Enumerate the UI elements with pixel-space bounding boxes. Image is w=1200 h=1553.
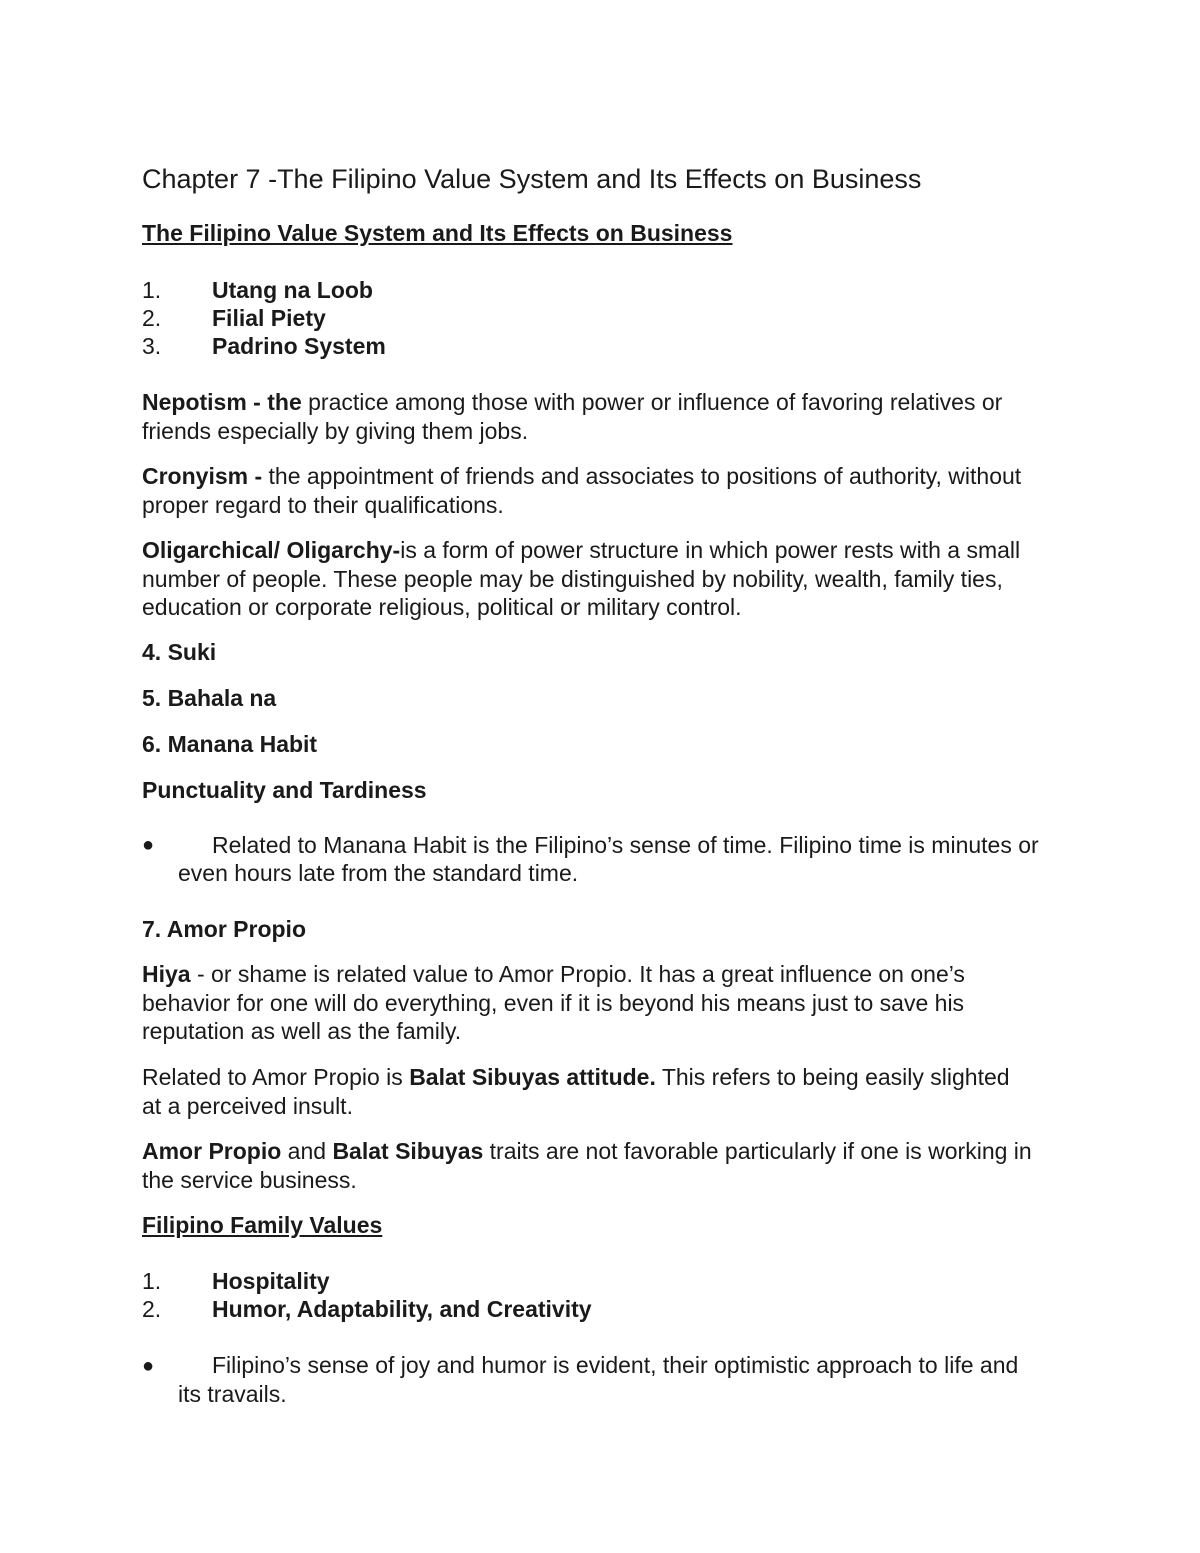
page-title: Chapter 7 -The Filipino Value System and Its Effects on Business xyxy=(142,164,922,194)
list-item-number: 2. xyxy=(142,305,162,331)
definition-text: proper regard to their qualifications. xyxy=(142,491,504,518)
value-item-bahala-na: 5. Bahala na xyxy=(142,685,277,711)
definition-text: behavior for one will do everything, even if it is beyond his means just to save his xyxy=(142,989,965,1016)
hiya-paragraph xyxy=(142,960,965,1046)
balat-sibuyas-paragraph xyxy=(142,1063,1010,1120)
definition-term: Balat Sibuyas xyxy=(332,1138,484,1164)
bullet-icon: ● xyxy=(142,1355,155,1377)
definition-term: Balat Sibuyas attitude. xyxy=(409,1064,656,1090)
list-item-number: 1. xyxy=(142,277,162,303)
bullet-text: Filipino’s sense of joy and humor is evident, their optimistic approach to life and xyxy=(212,1352,1019,1378)
definition-term: Oligarchical/ Oligarchy- xyxy=(142,537,401,563)
paragraph-text: traits are not favorable particularly if one is working in xyxy=(483,1138,1032,1164)
definition-text: is a form of power structure in which power rests with a small xyxy=(400,537,1021,563)
punctuality-heading: Punctuality and Tardiness xyxy=(142,777,427,803)
paragraph-text: Related to Amor Propio is xyxy=(142,1064,410,1090)
list-item-text: Humor, Adaptability, and Creativity xyxy=(212,1296,592,1322)
definition-text: reputation as well as the family. xyxy=(142,1018,462,1044)
definition-text: - or shame is related value to Amor Propio. It has a great influence on one’s xyxy=(190,961,965,987)
list-item-text: Utang na Loob xyxy=(212,277,373,303)
nepotism-definition xyxy=(142,388,1002,445)
bullet-text: Related to Manana Habit is the Filipino’s sense of time. Filipino time is minutes or xyxy=(212,832,1039,858)
paragraph-text: the service business. xyxy=(142,1166,357,1193)
section-heading-value-system: The Filipino Value System and Its Effects on Business xyxy=(142,220,733,246)
bullet-text: its travails. xyxy=(178,1381,287,1407)
section-heading-family-values: Filipino Family Values xyxy=(142,1212,383,1238)
oligarchy-definition xyxy=(142,536,1020,622)
list-item-number: 1. xyxy=(142,1268,162,1294)
definition-term: Cronyism - xyxy=(142,463,263,489)
definition-text: friends especially by giving them jobs. xyxy=(142,417,529,444)
paragraph-text: and xyxy=(281,1138,333,1164)
definition-term: Hiya xyxy=(142,961,191,987)
definition-text: the appointment of friends and associates to positions of authority, without xyxy=(262,463,1022,489)
list-item-text: Padrino System xyxy=(212,333,386,359)
traits-paragraph xyxy=(142,1137,1032,1194)
definition-term: Nepotism - the xyxy=(142,389,302,415)
definition-text: number of people. These people may be distinguished by nobility, wealth, family ties, xyxy=(142,565,1003,592)
value-item-amor-propio: 7. Amor Propio xyxy=(142,916,306,942)
paragraph-text: This refers to being easily slighted xyxy=(655,1064,1010,1090)
value-item-suki: 4. Suki xyxy=(142,639,217,665)
list-item-text: Hospitality xyxy=(212,1268,330,1294)
definition-term: Amor Propio xyxy=(142,1138,282,1164)
value-item-manana-habit: 6. Manana Habit xyxy=(142,731,318,757)
definition-text: practice among those with power or influence of favoring relatives or xyxy=(301,389,1003,415)
paragraph-text: at a perceived insult. xyxy=(142,1092,353,1119)
list-item-number: 2. xyxy=(142,1296,162,1322)
bullet-text: even hours late from the standard time. xyxy=(178,860,579,886)
bullet-icon: ● xyxy=(142,834,155,856)
list-item-number: 3. xyxy=(142,333,162,359)
list-item-text: Filial Piety xyxy=(212,305,326,331)
cronyism-definition xyxy=(142,462,1021,519)
definition-text: education or corporate religious, political or military control. xyxy=(142,594,742,620)
